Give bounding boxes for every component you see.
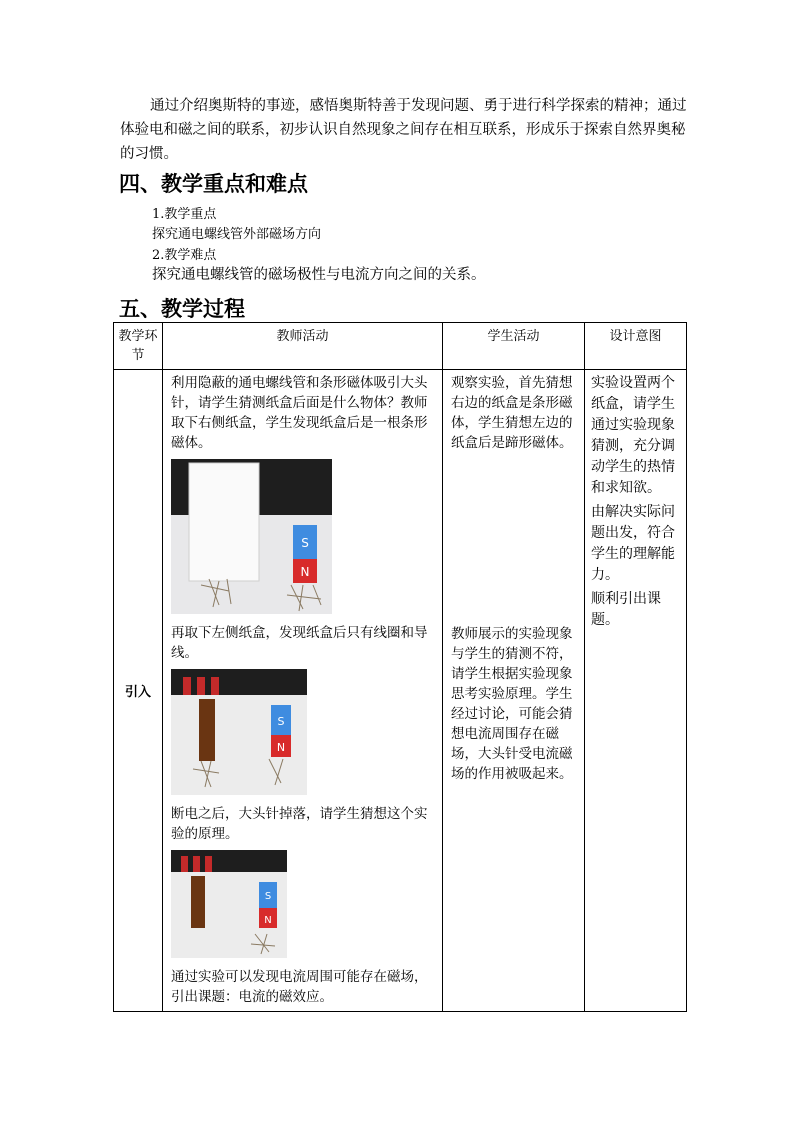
teacher-step-1: 利用隐蔽的通电螺线管和条形磁体吸引大头针，请学生猜测纸盒后面是什么物体？教师取下右侧纸盒，学生发现纸盒后是一根条形磁体。 [171, 375, 428, 451]
difficulty-text: 探究通电螺线管的磁场极性与电流方向之间的关系。 [152, 267, 486, 283]
header-student-activity: 学生活动 [443, 323, 585, 370]
intro-paragraph: 通过介绍奥斯特的事迹，感悟奥斯特善于发现问题、勇于进行科学探索的精神；通过体验电和磁之间的联系，初步认识自然现象之间存在相互联系，形成乐于探索自然界奥秘的习惯。 [120, 98, 687, 162]
design-intent-1: 实验设置两个纸盒，请学生通过实验现象猜测，充分调动学生的热情和求知欲。 [591, 375, 675, 496]
photo-coil-and-magnet [171, 669, 307, 795]
teacher-step-3: 断电之后，大头针掉落，请学生猜想这个实验的原理。 [171, 806, 428, 842]
difficulty-label: 2.教学难点 [152, 248, 217, 263]
magnet-s-label: S [264, 891, 272, 902]
magnet-n-label: N [300, 565, 310, 579]
stage-intro: 引入 [114, 370, 163, 1012]
magnet-s-label: S [301, 536, 309, 550]
photo-power-off [171, 850, 287, 958]
magnet-n-label: N [264, 915, 272, 926]
design-intent-3: 顺利引出课题。 [591, 591, 661, 628]
header-teacher-activity: 教师活动 [163, 323, 443, 370]
design-intent-cell [585, 370, 687, 1012]
magnet-s-label: S [277, 715, 285, 728]
section-heading-process: 五、教学过程 [119, 297, 245, 321]
teacher-step-4: 通过实验可以发现电流周围可能存在磁场，引出课题：电流的磁效应。 [171, 969, 428, 1005]
teaching-process-table [113, 322, 687, 1012]
student-step-1: 观察实验，首先猜想右边的纸盒是条形磁体，学生猜想左边的纸盒后是蹄形磁体。 [451, 375, 573, 451]
teacher-activity-cell [163, 370, 443, 1012]
key-point-label: 1.教学重点 [152, 207, 217, 222]
header-stage: 教学环节 [114, 323, 163, 370]
key-point-text: 探究通电螺线管外部磁场方向 [152, 227, 322, 242]
section-heading-key-points: 四、教学重点和难点 [119, 172, 308, 196]
design-intent-2: 由解决实际问题出发，符合学生的理解能力。 [591, 504, 675, 583]
magnet-n-label: N [276, 741, 286, 754]
header-design-intent: 设计意图 [585, 323, 687, 370]
teacher-step-2: 再取下左侧纸盒，发现纸盒后只有线圈和导线。 [171, 625, 428, 661]
student-step-2: 教师展示的实验现象与学生的猜测不符，请学生根据实验现象思考实验原理。学生经过讨论，可能会猜想电流周围存在磁场，大头针受电流磁场的作用被吸起来。 [451, 626, 573, 782]
student-activity-cell [443, 370, 585, 1012]
photo-paper-boxes [171, 459, 332, 614]
